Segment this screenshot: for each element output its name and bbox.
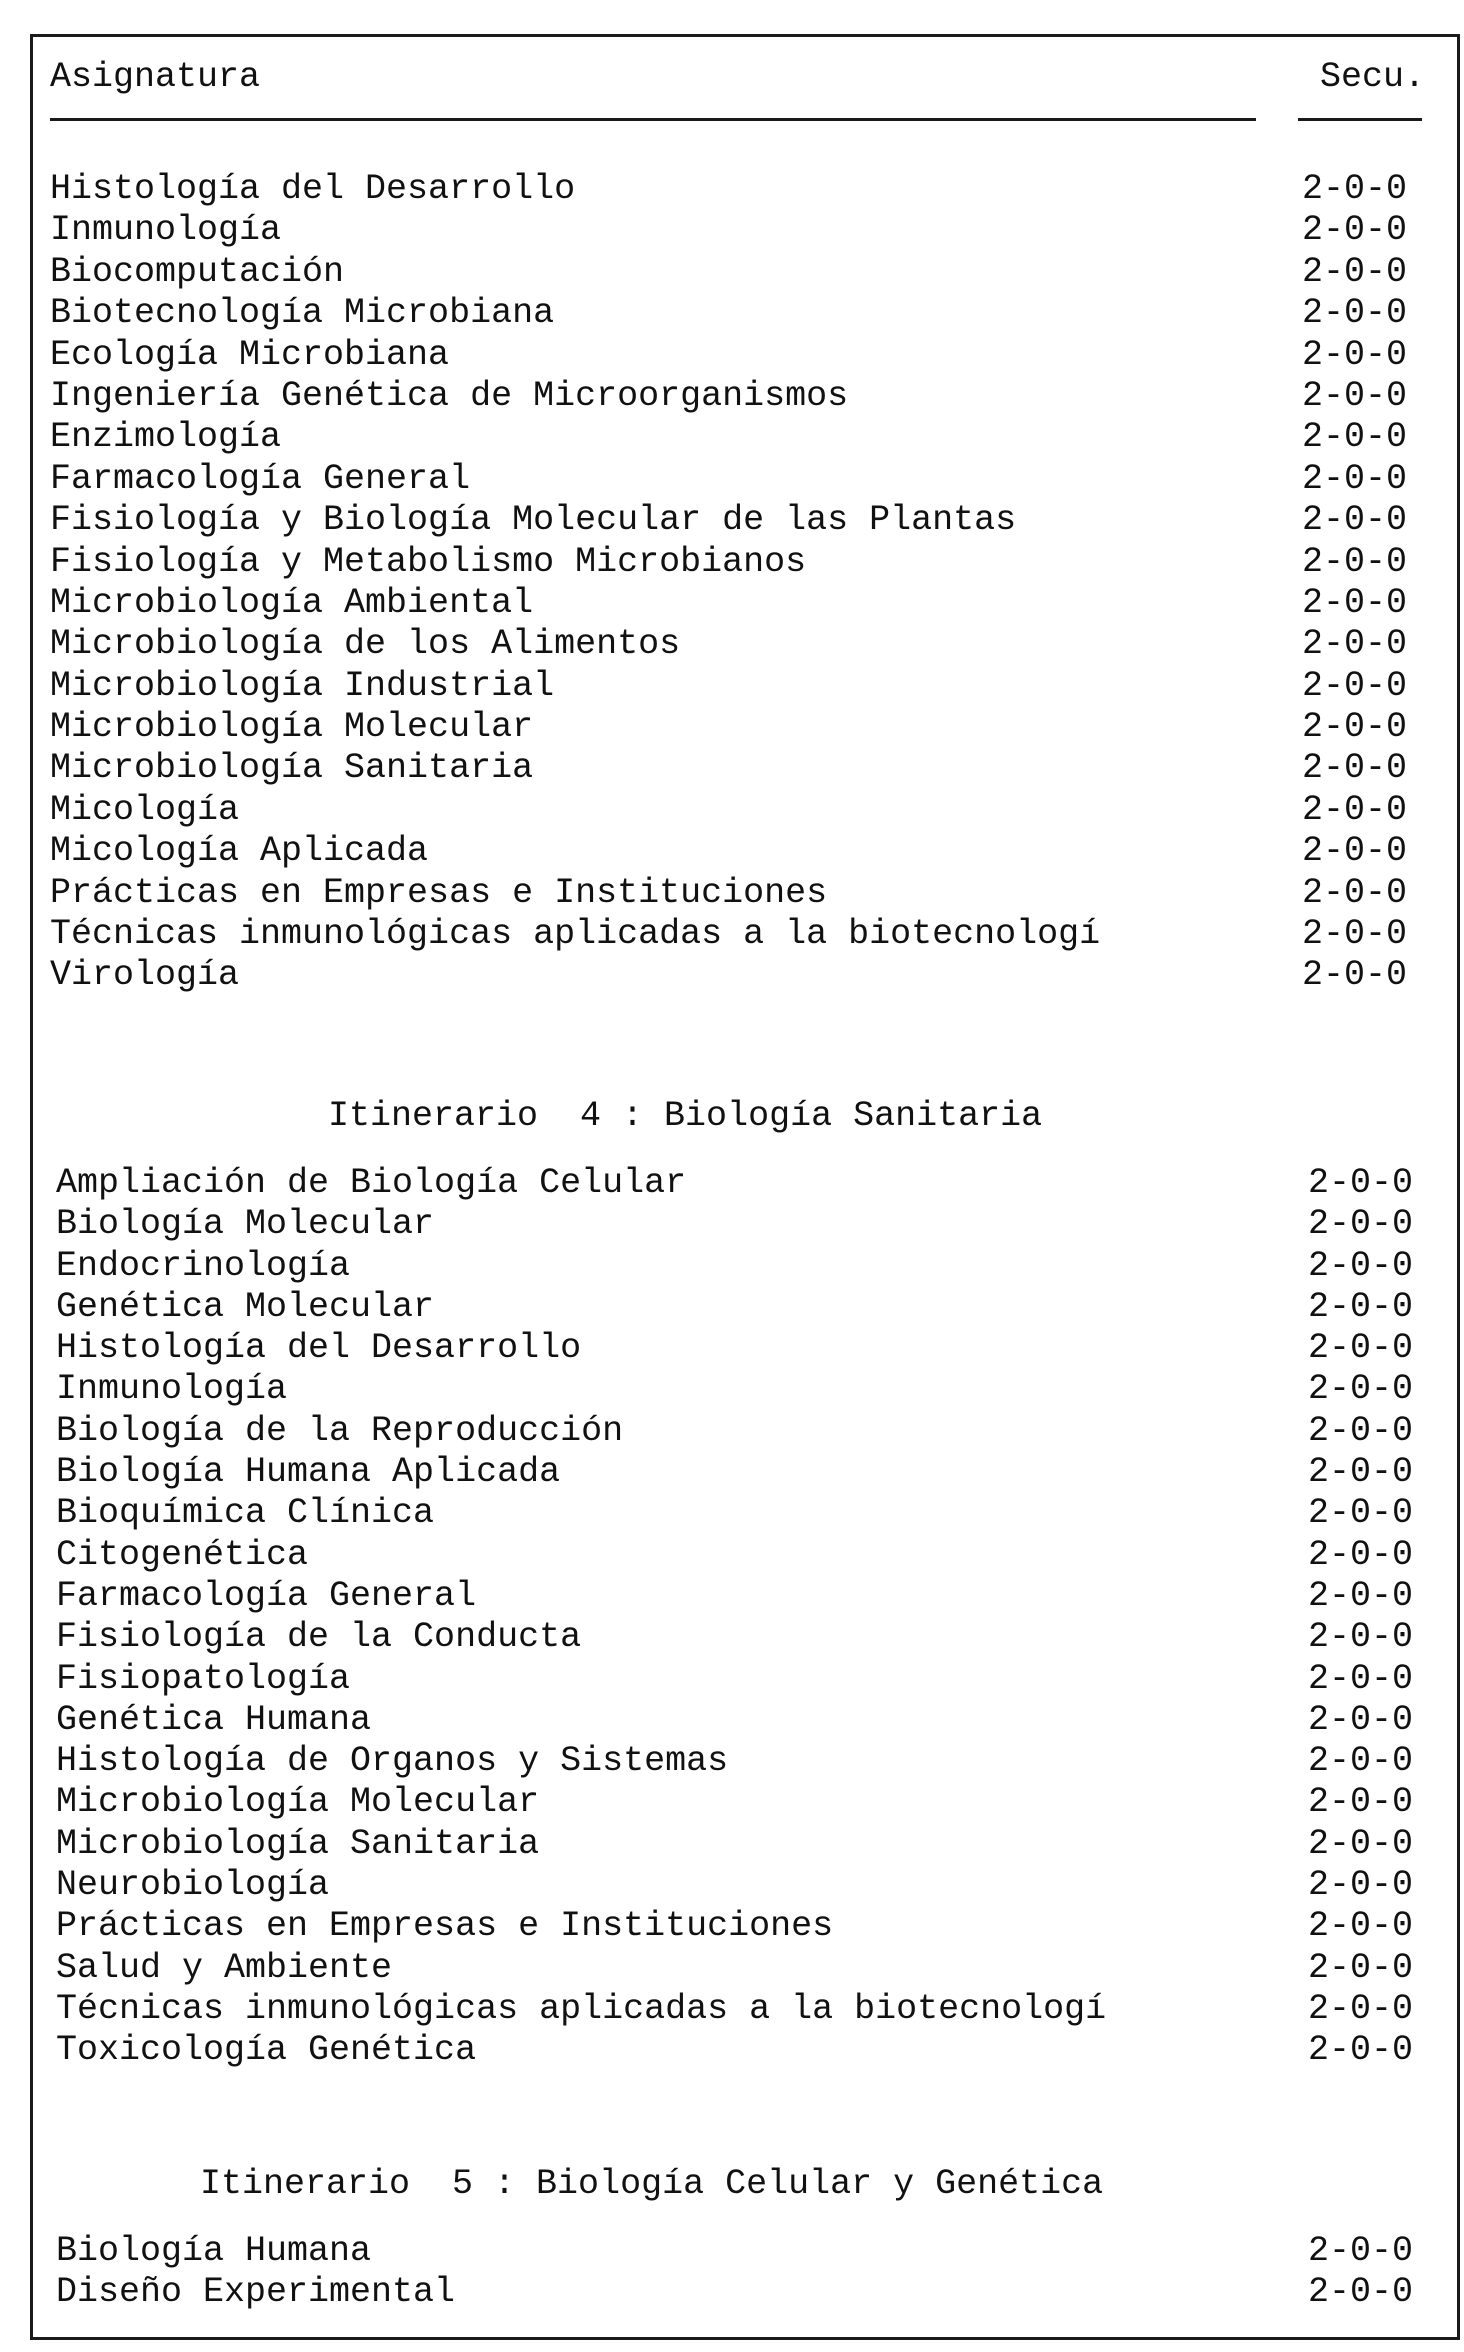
course-name: Microbiología Industrial — [50, 665, 555, 706]
table-row — [56, 1246, 1436, 1287]
course-list-itinerario-4 — [56, 1163, 1436, 2072]
course-sequence: 2-0-0 — [1302, 375, 1408, 416]
table-row — [56, 1493, 1436, 1534]
course-name: Biología de la Reproducción — [56, 1410, 624, 1451]
table-row — [56, 1204, 1436, 1245]
course-sequence: 2-0-0 — [1308, 1328, 1414, 1369]
header-divider — [50, 118, 1256, 121]
course-name: Histología del Desarrollo — [56, 1328, 582, 1369]
table-row — [56, 1865, 1436, 1906]
table-row — [56, 2030, 1436, 2071]
course-name: Prácticas en Empresas e Instituciones — [56, 1906, 834, 1947]
course-sequence: 2-0-0 — [1302, 831, 1408, 872]
course-sequence: 2-0-0 — [1308, 1658, 1414, 1699]
course-name: Neurobiología — [56, 1865, 330, 1906]
table-row — [50, 376, 1430, 417]
table-row — [56, 1328, 1436, 1369]
column-header-asignatura: Asignatura — [50, 57, 261, 97]
course-name: Técnicas inmunológicas aplicadas a la biotecnologí — [50, 914, 1101, 955]
course-sequence: 2-0-0 — [1308, 1575, 1414, 1616]
header-divider-seq — [1298, 118, 1422, 121]
table-row — [56, 1576, 1436, 1617]
course-sequence: 2-0-0 — [1308, 1410, 1414, 1451]
table-row — [56, 1741, 1436, 1782]
course-name: Biocomputación — [50, 251, 345, 292]
course-sequence: 2-0-0 — [1308, 1988, 1414, 2029]
course-sequence: 2-0-0 — [1302, 707, 1408, 748]
table-header — [50, 55, 1425, 99]
course-name: Diseño Experimental — [56, 2272, 456, 2313]
course-sequence: 2-0-0 — [1302, 872, 1408, 913]
course-sequence: 2-0-0 — [1308, 1823, 1414, 1864]
course-name: Microbiología Ambiental — [50, 582, 534, 623]
course-sequence: 2-0-0 — [1308, 1782, 1414, 1823]
course-sequence: 2-0-0 — [1308, 1245, 1414, 1286]
course-name: Farmacología General — [56, 1575, 477, 1616]
course-name: Genética Humana — [56, 1699, 372, 1740]
table-row — [50, 335, 1430, 376]
course-name: Ampliación de Biología Celular — [56, 1163, 687, 1203]
course-sequence: 2-0-0 — [1302, 748, 1408, 789]
course-sequence: 2-0-0 — [1302, 541, 1408, 582]
course-sequence: 2-0-0 — [1302, 955, 1408, 996]
table-row — [56, 1411, 1436, 1452]
course-name: Fisiología de la Conducta — [56, 1617, 582, 1658]
course-sequence: 2-0-0 — [1302, 458, 1408, 499]
table-row — [50, 169, 1430, 210]
course-name: Biotecnología Microbiana — [50, 293, 555, 334]
course-name: Biología Molecular — [56, 1204, 435, 1245]
table-row — [50, 293, 1430, 334]
course-sequence: 2-0-0 — [1302, 789, 1408, 830]
table-row — [56, 1287, 1436, 1328]
course-name: Salud y Ambiente — [56, 1947, 393, 1988]
course-name: Histología de Organos y Sistemas — [56, 1741, 729, 1782]
table-row — [56, 1535, 1436, 1576]
table-row — [56, 1452, 1436, 1493]
course-sequence: 2-0-0 — [1302, 293, 1408, 334]
course-sequence: 2-0-0 — [1302, 582, 1408, 623]
table-row — [56, 1659, 1436, 1700]
course-name: Fisiología y Biología Molecular de las Plantas — [50, 500, 1017, 541]
course-sequence: 2-0-0 — [1302, 665, 1408, 706]
course-sequence: 2-0-0 — [1302, 500, 1408, 541]
course-sequence: 2-0-0 — [1302, 334, 1408, 375]
table-row — [56, 1617, 1436, 1658]
course-name: Bioquímica Clínica — [56, 1493, 435, 1534]
course-name: Histología del Desarrollo — [50, 169, 576, 209]
course-sequence: 2-0-0 — [1308, 1452, 1414, 1493]
table-row — [56, 2231, 1436, 2272]
table-row — [50, 252, 1430, 293]
course-sequence: 2-0-0 — [1308, 1906, 1414, 1947]
course-name: Fisiología y Metabolismo Microbianos — [50, 541, 807, 582]
table-row — [56, 1824, 1436, 1865]
course-sequence: 2-0-0 — [1308, 1369, 1414, 1410]
course-list-1 — [50, 169, 1430, 997]
course-sequence: 2-0-0 — [1308, 1699, 1414, 1740]
course-name: Inmunología — [56, 1369, 288, 1410]
course-name: Microbiología de los Alimentos — [50, 624, 681, 665]
course-sequence: 2-0-0 — [1308, 1865, 1414, 1906]
course-sequence: 2-0-0 — [1308, 1534, 1414, 1575]
course-sequence: 2-0-0 — [1308, 2030, 1414, 2071]
course-name: Enzimología — [50, 417, 282, 458]
table-row — [50, 914, 1430, 955]
table-row — [50, 459, 1430, 500]
course-name: Endocrinología — [56, 1245, 351, 1286]
course-sequence: 2-0-0 — [1302, 210, 1408, 251]
course-name: Micología Aplicada — [50, 831, 429, 872]
course-name: Ingeniería Genética de Microorganismos — [50, 375, 849, 416]
course-sequence: 2-0-0 — [1308, 1617, 1414, 1658]
course-sequence: 2-0-0 — [1302, 417, 1408, 458]
course-name: Microbiología Molecular — [56, 1782, 540, 1823]
table-row — [50, 831, 1430, 872]
course-name: Inmunología — [50, 210, 282, 251]
course-name: Genética Molecular — [56, 1286, 435, 1327]
course-name: Citogenética — [56, 1534, 309, 1575]
course-sequence: 2-0-0 — [1302, 914, 1408, 955]
course-name: Ecología Microbiana — [50, 334, 450, 375]
table-row — [50, 417, 1430, 458]
section-title-itinerario-4: Itinerario 4 : Biología Sanitaria — [328, 1096, 1043, 1136]
course-sequence: 2-0-0 — [1308, 1493, 1414, 1534]
course-name: Fisiopatología — [56, 1658, 351, 1699]
course-sequence: 2-0-0 — [1308, 1286, 1414, 1327]
course-name: Farmacología General — [50, 458, 471, 499]
course-sequence: 2-0-0 — [1308, 2231, 1414, 2271]
course-name: Biología Humana Aplicada — [56, 1452, 561, 1493]
course-sequence: 2-0-0 — [1308, 1741, 1414, 1782]
table-row — [56, 1782, 1436, 1823]
course-sequence: 2-0-0 — [1302, 169, 1408, 209]
course-sequence: 2-0-0 — [1302, 624, 1408, 665]
section-title-itinerario-5: Itinerario 5 : Biología Celular y Genética — [200, 2164, 1104, 2204]
table-row — [56, 1906, 1436, 1947]
course-name: Microbiología Molecular — [50, 707, 534, 748]
table-row — [56, 1700, 1436, 1741]
table-row — [56, 1369, 1436, 1410]
course-name: Toxicología Genética — [56, 2030, 477, 2071]
table-row — [50, 707, 1430, 748]
course-name: Técnicas inmunológicas aplicadas a la biotecnologí — [56, 1988, 1107, 2029]
course-name: Virología — [50, 955, 240, 996]
column-header-secu: Secu. — [1319, 57, 1425, 97]
table-row — [50, 955, 1430, 996]
course-sequence: 2-0-0 — [1308, 1204, 1414, 1245]
table-row — [50, 500, 1430, 541]
table-row — [50, 624, 1430, 665]
table-row — [50, 542, 1430, 583]
course-name: Microbiología Sanitaria — [56, 1823, 540, 1864]
course-list-itinerario-5 — [56, 2231, 1436, 2314]
course-name: Prácticas en Empresas e Instituciones — [50, 872, 828, 913]
table-row — [56, 2272, 1436, 2313]
table-row — [56, 1163, 1436, 1204]
table-row — [50, 583, 1430, 624]
course-name: Micología — [50, 789, 240, 830]
table-row — [50, 873, 1430, 914]
table-row — [56, 1989, 1436, 2030]
table-row — [50, 790, 1430, 831]
table-row — [56, 1948, 1436, 1989]
course-sequence: 2-0-0 — [1308, 2272, 1414, 2313]
course-sequence: 2-0-0 — [1308, 1947, 1414, 1988]
course-name: Biología Humana — [56, 2231, 372, 2271]
table-row — [50, 666, 1430, 707]
course-sequence: 2-0-0 — [1308, 1163, 1414, 1203]
table-row — [50, 748, 1430, 789]
course-name: Microbiología Sanitaria — [50, 748, 534, 789]
table-row — [50, 210, 1430, 251]
course-sequence: 2-0-0 — [1302, 251, 1408, 292]
